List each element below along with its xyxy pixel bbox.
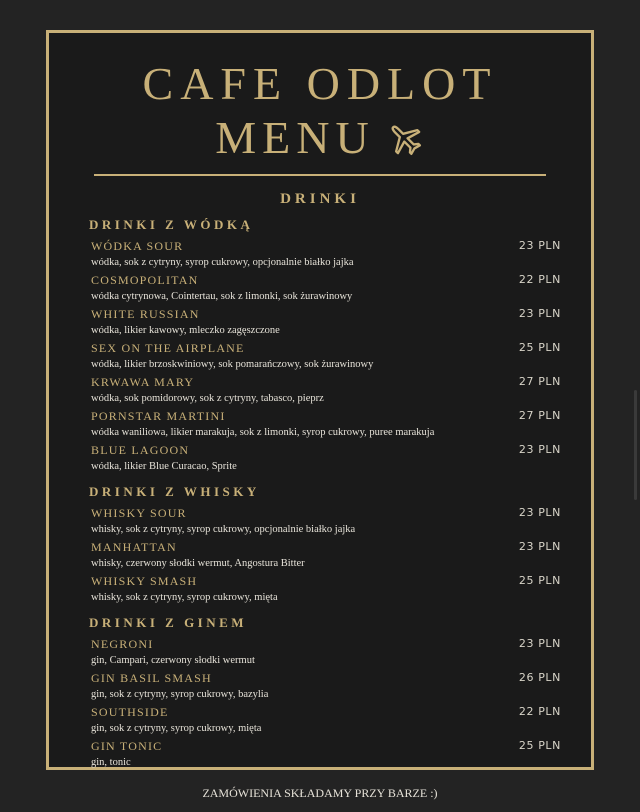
title-line-1: CAFE ODLOT (142, 58, 498, 109)
section-heading: DRINKI (280, 191, 360, 207)
drink-name: GIN BASIL SMASH (91, 671, 212, 685)
drink-ingredients: whisky, czerwony słodki wermut, Angostura Bitter (91, 558, 305, 569)
divider (94, 174, 546, 176)
menu-item (91, 671, 561, 701)
drink-price: 22 PLN (518, 273, 561, 286)
drink-name: WHITE RUSSIAN (91, 307, 200, 321)
drink-price: 27 PLN (518, 375, 561, 388)
category-heading: DRINKI Z GINEM (89, 615, 248, 630)
drink-name: WHISKY SOUR (91, 506, 187, 520)
drink-name: MANHATTAN (91, 540, 177, 554)
drink-price: 22 PLN (518, 705, 561, 718)
menu-item (91, 739, 561, 769)
drink-price: 25 PLN (518, 341, 561, 354)
drink-name: WHISKY SMASH (91, 574, 198, 588)
drink-price: 27 PLN (518, 409, 561, 422)
drink-ingredients: wódka, sok z cytryny, syrop cukrowy, opcjonalnie białko jajka (91, 257, 354, 268)
drink-ingredients: wódka, likier Blue Curacao, Sprite (91, 461, 237, 472)
drink-price: 23 PLN (518, 239, 561, 252)
drink-name: PORNSTAR MARTINI (91, 409, 226, 423)
drink-price: 25 PLN (518, 739, 561, 752)
menu-title: MENU (215, 112, 375, 163)
category-heading: DRINKI Z WÓDKĄ (89, 217, 254, 232)
drink-price: 23 PLN (518, 307, 561, 320)
menu-item (91, 705, 561, 735)
title-line-2 (49, 112, 591, 163)
scrollbar[interactable] (634, 390, 637, 500)
drink-name: GIN TONIC (91, 739, 163, 753)
menu-item (91, 307, 561, 337)
drink-ingredients: wódka, likier kawowy, mleczko zagęszczone (91, 325, 280, 336)
drink-name: KRWAWA MARY (91, 375, 195, 389)
drink-ingredients: whisky, sok z cytryny, syrop cukrowy, mięta (91, 592, 278, 603)
drink-ingredients: wódka, sok pomidorowy, sok z cytryny, tabasco, pieprz (91, 393, 324, 404)
drink-name: WÓDKA SOUR (91, 239, 184, 253)
footer-note: ZAMÓWIENIA SKŁADAMY PRZY BARZE :) (202, 786, 438, 800)
drink-price: 23 PLN (518, 540, 561, 553)
drink-ingredients: gin, tonic (91, 757, 131, 768)
drink-ingredients: gin, Campari, czerwony słodki wermut (91, 655, 255, 666)
drink-ingredients: whisky, sok z cytryny, syrop cukrowy, opcjonalnie białko jajka (91, 524, 356, 535)
drink-name: NEGRONI (91, 637, 154, 651)
category-heading: DRINKI Z WHISKY (89, 484, 260, 499)
menu-frame (46, 30, 594, 770)
drink-name: BLUE LAGOON (91, 443, 190, 457)
menu-item (91, 637, 561, 667)
menu-item (91, 443, 561, 473)
menu-item (91, 341, 561, 371)
drink-ingredients: wódka, likier brzoskwiniowy, sok pomarańczowy, sok żurawinowy (91, 359, 374, 370)
drink-price: 26 PLN (518, 671, 561, 684)
drink-name: SOUTHSIDE (91, 705, 169, 719)
menu-item (91, 375, 561, 405)
menu-item (91, 506, 561, 536)
menu-item (91, 409, 561, 439)
drink-price: 23 PLN (518, 506, 561, 519)
drink-price: 25 PLN (518, 574, 561, 587)
drink-name: COSMOPOLITAN (91, 273, 199, 287)
airplane-icon (385, 119, 425, 159)
drink-ingredients: gin, sok z cytryny, syrop cukrowy, mięta (91, 723, 262, 734)
drink-price: 23 PLN (518, 637, 561, 650)
menu-item (91, 574, 561, 604)
menu-item (91, 273, 561, 303)
menu-item (91, 540, 561, 570)
drink-price: 23 PLN (518, 443, 561, 456)
drink-ingredients: gin, sok z cytryny, syrop cukrowy, bazylia (91, 689, 269, 700)
drink-ingredients: wódka cytrynowa, Cointertau, sok z limonki, sok żurawinowy (91, 291, 353, 302)
drink-name: SEX ON THE AIRPLANE (91, 341, 245, 355)
drink-ingredients: wódka waniliowa, likier marakuja, sok z limonki, syrop cukrowy, puree marakuja (91, 427, 435, 438)
menu-item (91, 239, 561, 269)
